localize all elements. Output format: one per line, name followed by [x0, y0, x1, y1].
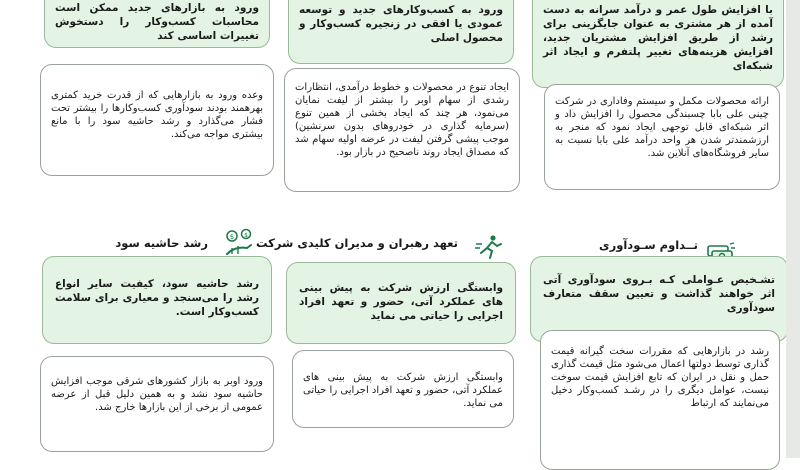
middle-top-detail-card — [284, 68, 520, 192]
right-top-highlight-card — [532, 0, 784, 88]
right-bottom-detail-card — [540, 330, 780, 470]
left-top-highlight-text: ورود به بازارهای جدید ممکن است محاسبات کسب‌وکار را دستخوش تغییرات اساسی کند — [55, 2, 259, 42]
left-top-detail-text: وعده ورود به بازارهایی که از قدرت خرید کمتری بهرهمند بودند سودآوری کسب‌وکارها را بیشتر تحت فشار می‌گذارد و رشد حاشیه سود را با مانع بیشتری مواجه می‌کند. — [51, 90, 263, 140]
right-bottom-detail-text: رشد در بازارهایی که مقررات سخت گیرانه قیمت گذاری توسط دولتها اعمال می‌شود مثل قیمت گذاری حمل و نقل در ایران که تابع افزایش قیمت سوخت نیست، عوامل دیگری را در رشـد کسب‌وکار دخیل می‌نمایند که ارتباط — [551, 346, 769, 409]
middle-bottom-detail-text: وابستگی ارزش شرکت به پیش بینی های عملکرد آتی، حضور و تعهد افراد اجرایی را حیاتی می نماید. — [303, 372, 503, 409]
middle-bottom-detail-card — [292, 350, 514, 428]
left-bottom-highlight-card — [42, 256, 272, 344]
right-column-title: تــداوم سـودآوری — [599, 238, 698, 252]
left-top-detail-card — [40, 64, 274, 176]
right-top-detail-card — [544, 84, 780, 190]
running-person-icon — [474, 234, 504, 260]
svg-text:$: $ — [229, 233, 235, 241]
left-bottom-detail-text: ورود اوبر به بازار کشورهای شرقی موجب افزایش حاشیه سود نشد و به همین دلیل قبل از عرضه عمومی از برخی از این بازارها خارج شد. — [51, 376, 263, 413]
right-bottom-highlight-text: تشـخیص عـواملی کـه بـروی سودآوری آتی اثر خواهند گذاشت و تعیین سقف متعارف سودآوری — [543, 274, 775, 314]
right-top-highlight-text: با افزایش طول عمر و درآمد سرانه به دست آمده از هر مشتری به عنوان جایگزینی برای رشد از طریق افزایش مشتریان جدید، افزایش هزینه‌های تغییر پلتفرم و ایجاد اثر شبکه‌ای — [543, 4, 773, 72]
right-footer-strip — [786, 0, 800, 458]
money-growth-icon — [224, 228, 254, 254]
right-top-detail-text: ارائه محصولات مکمل و سیستم وفاداری در شرکت چینی علی بابا چسبندگی محصول را افزایش داد و اثر شبکه‌ای قابل توجهی ایجاد نمود که منجر به ارزشمندتر شدن هر واحد درآمد علی بابا نسبت به سایر فروشگاه‌های آنلاین شد. — [555, 96, 769, 159]
middle-top-highlight-text: ورود به کسب‌وکارهای جدید و توسعه عمودی یا افقی در زنجیره کسب‌وکار و محصول اصلی — [299, 4, 503, 44]
middle-top-highlight-card — [288, 0, 514, 64]
middle-column-title: تعهد رهبران و مدیران کلیدی شرکت — [256, 236, 458, 250]
left-column-title: رشد حاشیه سود — [115, 236, 208, 250]
left-bottom-detail-card — [40, 356, 274, 452]
middle-top-detail-text: ایجاد تنوع در محصولات و خطوط درآمدی، انتظارات رشدی از سهام اوبر را بیشتر از لیفت نمایان می‌نمود، هر چند که ایجاد بخشی از همین تنوع (سرمایه گذاری در خودروهای بدون سرنشین) موجب پیشی گرفتن لیفت در عرضه اولیه سهام شد که مصداق ایجاد روند ناصحیح در بازار بود. — [295, 82, 509, 158]
left-top-highlight-card — [44, 0, 270, 48]
middle-bottom-highlight-card — [286, 262, 516, 344]
middle-bottom-highlight-text: وابستگی ارزش شرکت به پیش بینی های عملکرد آتی، حضور و تعهد افراد اجرایی را حیاتی می نماید — [299, 282, 503, 322]
left-bottom-highlight-text: رشد حاشیه سود، کیفیت سایر انواع رشد را می‌سنجد و معیاری برای سلامت کسب‌وکار است. — [55, 278, 259, 318]
svg-text:$: $ — [244, 232, 248, 239]
